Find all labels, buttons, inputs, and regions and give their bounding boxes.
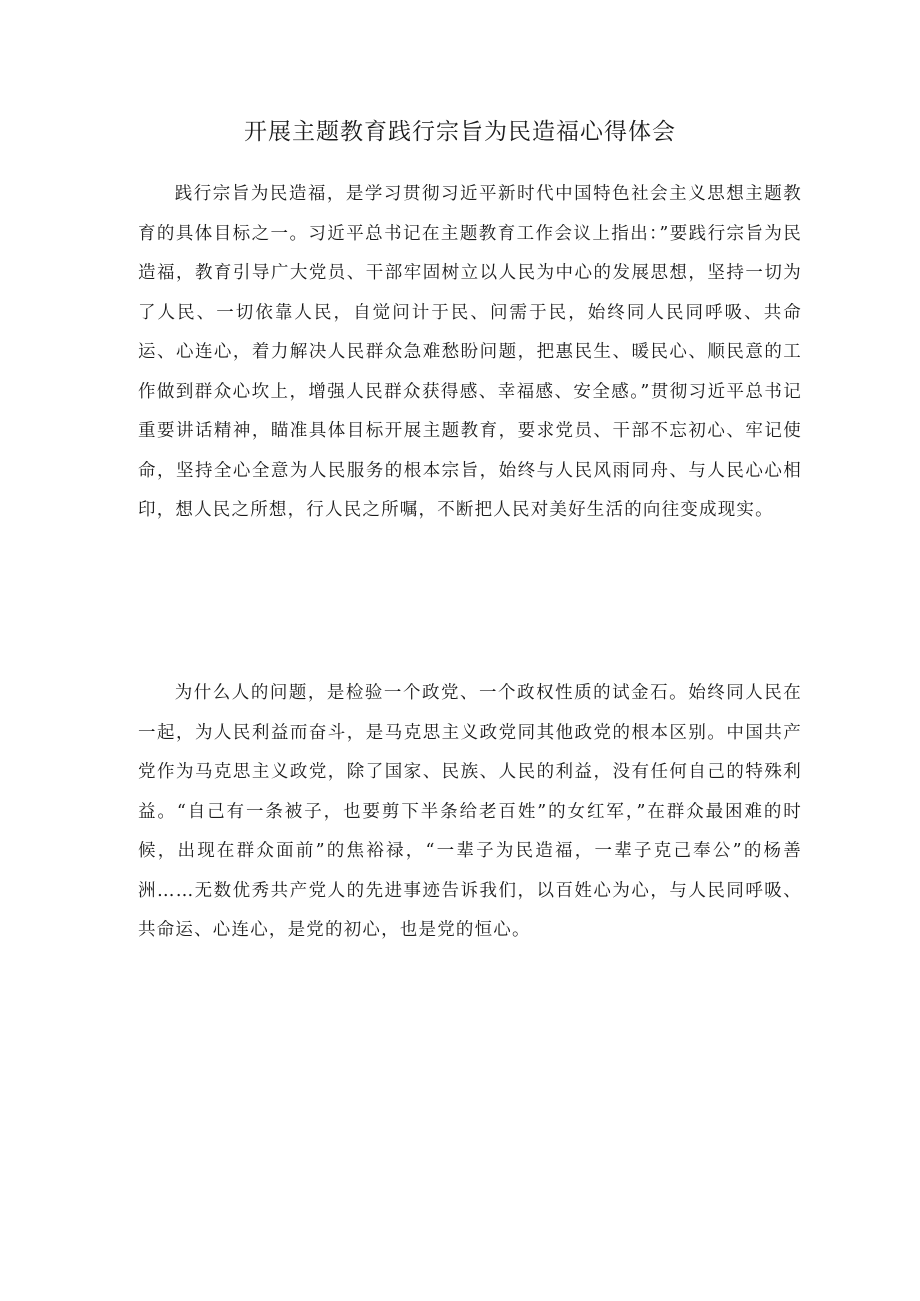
body-paragraph-2	[138, 674, 802, 951]
paragraph-text: 为什么人的问题，是检验一个政党、一个政权性质的试金石。始终同人民在一起，为人民利益而奋斗，是马克思主义政党同其他政党的根本区别。中国共产党作为马克思主义政党，除了国家、民族、人民的利益，没有任何自己的特殊利益。“自己有一条被子，也要剪下半条给老百姓”的女红军，”在群众最困难的时候，出现在群众面前”的焦裕禄，“一辈子为民造福，一辈子克己奉公”的杨善洲……无数优秀共产党人的先进事迹告诉我们，以百姓心为心，与人民同呼吸、共命运、心连心，是党的初心，也是党的恒心。	[138, 683, 802, 940]
document-title: 开展主题教育践行宗旨为民造福心得体会	[244, 119, 676, 145]
paragraph-text: 践行宗旨为民造福，是学习贯彻习近平新时代中国特色社会主义思想主题教育的具体目标之一。习近平总书记在主题教育工作会议上指出：”要践行宗旨为民造福，教育引导广大党员、干部牢固树立以人民为中心的发展思想，坚持一切为了人民、一切依靠人民，自觉问计于民、问需于民，始终同人民同呼吸、共命运、心连心，着力解决人民群众急难愁盼问题，把惠民生、暖民心、顺民意的工作做到群众心坎上，增强人民群众获得感、幸福感、安全感。”贯彻习近平总书记重要讲话精神，瞄准具体目标开展主题教育，要求党员、干部不忘初心、牢记使命，坚持全心全意为人民服务的根本宗旨，始终与人民风雨同舟、与人民心心相印，想人民之所想，行人民之所嘱，不断把人民对美好生活的向往变成现实。	[138, 184, 802, 520]
body-paragraph-1	[138, 175, 802, 531]
